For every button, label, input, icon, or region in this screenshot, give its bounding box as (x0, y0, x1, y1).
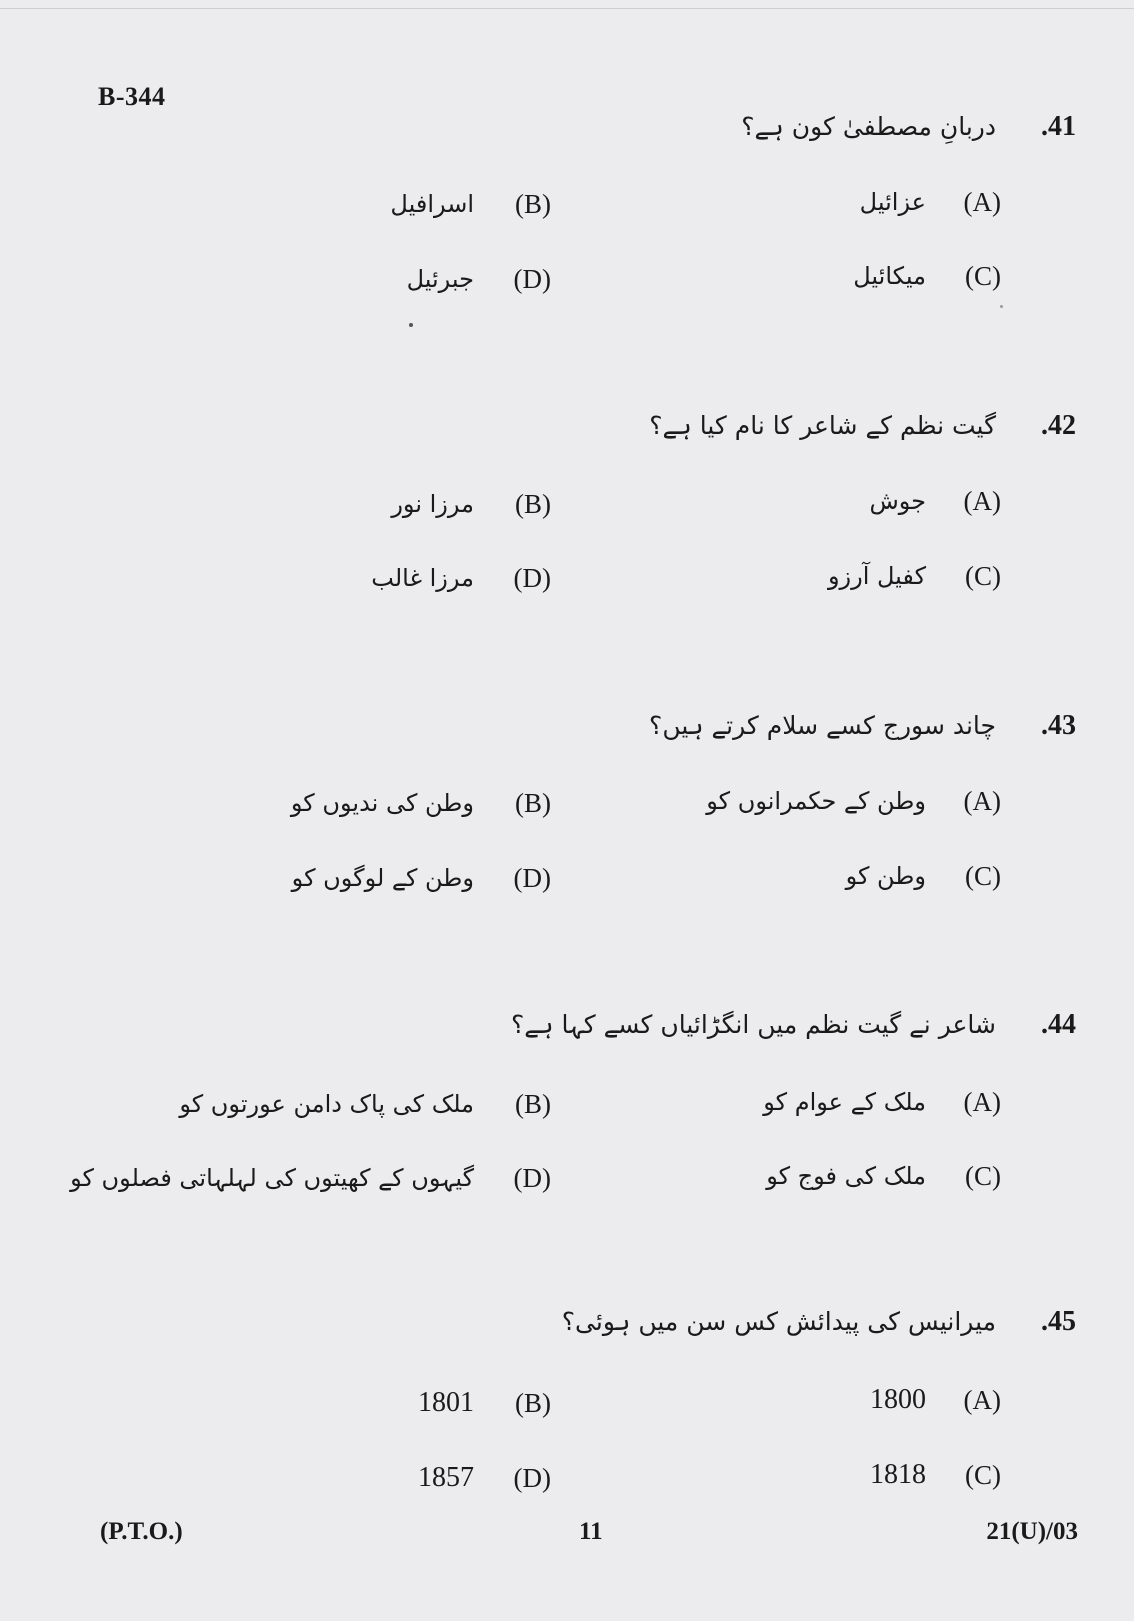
question-text: گیت نظم کے شاعر کا نام کیا ہے؟ (649, 411, 996, 440)
option-text: مرزا غالب (371, 564, 474, 592)
option-text: جوش (869, 487, 926, 515)
option-letter: (C) (965, 261, 1001, 291)
option-letter: (B) (515, 189, 551, 219)
option-letter: (C) (965, 1460, 1001, 1490)
question-text: شاعر نے گیت نظم میں انگڑائیاں کسے کہا ہے؟ (510, 1010, 996, 1039)
option-text: عزائیل (859, 188, 926, 216)
option-text: اسرافیل (390, 190, 474, 218)
footer-code: 21(U)/03 (986, 1518, 1078, 1545)
scan-speck (409, 323, 413, 327)
option-b[interactable] (0, 783, 1134, 823)
option-text: وطن کو (845, 862, 926, 890)
option-letter: (A) (963, 187, 1001, 217)
option-text: ملک کے عوام کو (763, 1088, 926, 1116)
option-text: وطن کی ندیوں کو (290, 789, 474, 817)
option-d[interactable] (0, 259, 1134, 299)
option-letter: (C) (965, 861, 1001, 891)
option-letter: (D) (513, 563, 551, 593)
option-b[interactable] (0, 1084, 1134, 1124)
option-letter: (A) (963, 1385, 1001, 1415)
option-letter: (D) (513, 264, 551, 294)
option-text: مرزا نور (391, 490, 474, 518)
option-letter: (D) (513, 1163, 551, 1193)
option-text: میکائیل (853, 262, 926, 290)
question-number: .44 (1041, 1009, 1076, 1040)
option-letter: (B) (515, 489, 551, 519)
option-letter: (C) (965, 1161, 1001, 1191)
option-d[interactable] (0, 1458, 1134, 1498)
option-letter: (B) (515, 1089, 551, 1119)
option-text: گیہوں کے کھیتوں کی لہلہاتی فصلوں کو (70, 1164, 474, 1192)
footer-pto: (P.T.O.) (100, 1518, 183, 1545)
option-b[interactable] (0, 484, 1134, 524)
option-letter: (C) (965, 561, 1001, 591)
option-letter: (A) (963, 786, 1001, 816)
option-letter: (D) (513, 1463, 551, 1493)
paper-code: B-344 (98, 82, 166, 111)
option-d[interactable] (0, 1158, 1134, 1198)
question-number: .43 (1041, 710, 1076, 741)
option-letter: (B) (515, 1388, 551, 1418)
question-text: چاند سورج کسے سلام کرتے ہیں؟ (649, 711, 996, 740)
option-text: 1818 (870, 1459, 926, 1490)
question-number: .41 (1041, 111, 1076, 142)
option-d[interactable] (0, 558, 1134, 598)
footer-page-number: 11 (579, 1518, 603, 1545)
option-text: 1801 (418, 1387, 474, 1418)
scan-speck (1000, 305, 1003, 308)
question-text: میرانیس کی پیدائش کس سن میں ہوئی؟ (561, 1307, 996, 1336)
option-letter: (A) (963, 1087, 1001, 1117)
option-text: جبرئیل (406, 265, 474, 293)
option-d[interactable] (0, 858, 1134, 898)
option-letter: (A) (963, 486, 1001, 516)
option-text: کفیل آرزو (827, 562, 926, 590)
option-text: وطن کے لوگوں کو (291, 864, 474, 892)
scan-edge-line (0, 8, 1134, 9)
option-b[interactable] (0, 184, 1134, 224)
option-text: ملک کی پاک دامن عورتوں کو (179, 1090, 474, 1118)
option-letter: (B) (515, 788, 551, 818)
question-number: .45 (1041, 1306, 1076, 1337)
option-text: 1800 (870, 1384, 926, 1415)
option-text: 1857 (418, 1462, 474, 1493)
option-b[interactable] (0, 1383, 1134, 1423)
question-number: .42 (1041, 410, 1076, 441)
option-text: وطن کے حکمرانوں کو (706, 787, 926, 815)
question-text: دربانِ مصطفیٰ کون ہے؟ (741, 112, 996, 141)
option-text: ملک کی فوج کو (766, 1162, 926, 1190)
option-letter: (D) (513, 863, 551, 893)
